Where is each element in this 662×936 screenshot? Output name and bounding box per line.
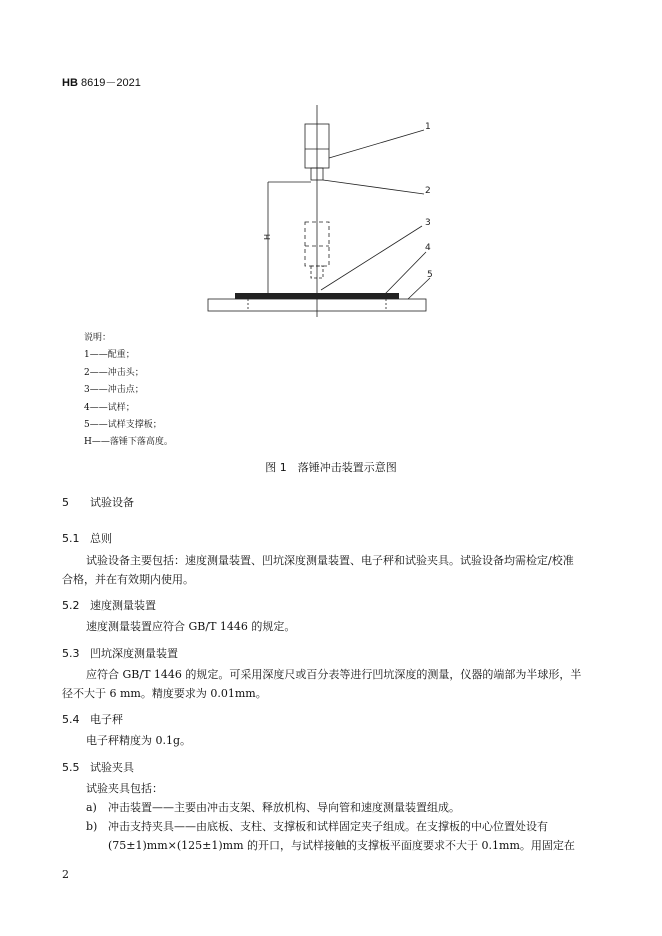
legend-item: 1——配重； <box>84 350 135 361</box>
figure-legend <box>84 330 173 452</box>
section-5-2-body: 速度测量装置应符合 GB/T 1446 的规定。 <box>86 620 296 633</box>
standard-number: 8619－2021 <box>80 77 141 89</box>
callout-3: 3 <box>425 218 431 228</box>
section-5-3-body: 应符合 GB/T 1446 的规定。可采用深度尺或百分表等进行凹坑深度的测量，仪器的端部为半球形，半径不大于 6 mm。精度要求为 0.01mm。 <box>62 668 582 700</box>
section-heading-5-4: 5.4 电子秤 <box>62 713 123 726</box>
legend-item: 4——试样； <box>84 402 135 413</box>
section-heading-5-5: 5.5 试验夹具 <box>62 761 134 774</box>
legend-item: 3——冲击点； <box>84 385 144 396</box>
section-heading-5-3: 5.3 凹坑深度测量装置 <box>62 647 178 660</box>
section-heading-5-1: 5.1 总则 <box>62 532 112 545</box>
specimen-shape <box>235 293 399 299</box>
section-5-1-body: 试验设备主要包括：速度测量装置、凹坑深度测量装置、电子秤和试验夹具。试验设备均需检定/校准合格，并在有效期内使用。 <box>62 554 574 586</box>
section-heading-5: 5 试验设备 <box>62 496 134 509</box>
height-label: H <box>263 233 272 240</box>
figure-caption: 图 1 落锤冲击装置示意图 <box>265 461 397 474</box>
callout-4: 4 <box>425 243 431 253</box>
section-5-4-body: 电子秤精度为 0.1g。 <box>86 734 192 747</box>
list-item-b: b) 冲击支持夹具——由底板、支柱、支撑板和试样固定夹子组成。在支撑板的中心位置处设有(75±1)mm×(125±1)mm 的开口，与试样接触的支撑板平面度要求不大于 0.1mm。用固定在 <box>86 820 575 852</box>
legend-title: 说明： <box>84 333 112 343</box>
legend-item: H——落锤下落高度。 <box>84 437 173 448</box>
legend-item: 2——冲击头； <box>84 367 144 378</box>
document-header <box>62 74 141 90</box>
callout-5: 5 <box>427 270 433 280</box>
callout-2: 2 <box>425 186 431 196</box>
section-5-5-intro: 试验夹具包括： <box>86 782 163 795</box>
standard-code: HB <box>62 77 78 89</box>
section-heading-5-2: 5.2 速度测量装置 <box>62 599 156 612</box>
callout-1: 1 <box>425 122 431 132</box>
page-number: 2 <box>62 868 69 881</box>
drop-weight-impact-diagram <box>200 100 440 320</box>
list-item-a: a) 冲击装置——主要由冲击支架、释放机构、导向管和速度测量装置组成。 <box>86 801 460 814</box>
legend-item: 5——试样支撑板； <box>84 420 162 431</box>
